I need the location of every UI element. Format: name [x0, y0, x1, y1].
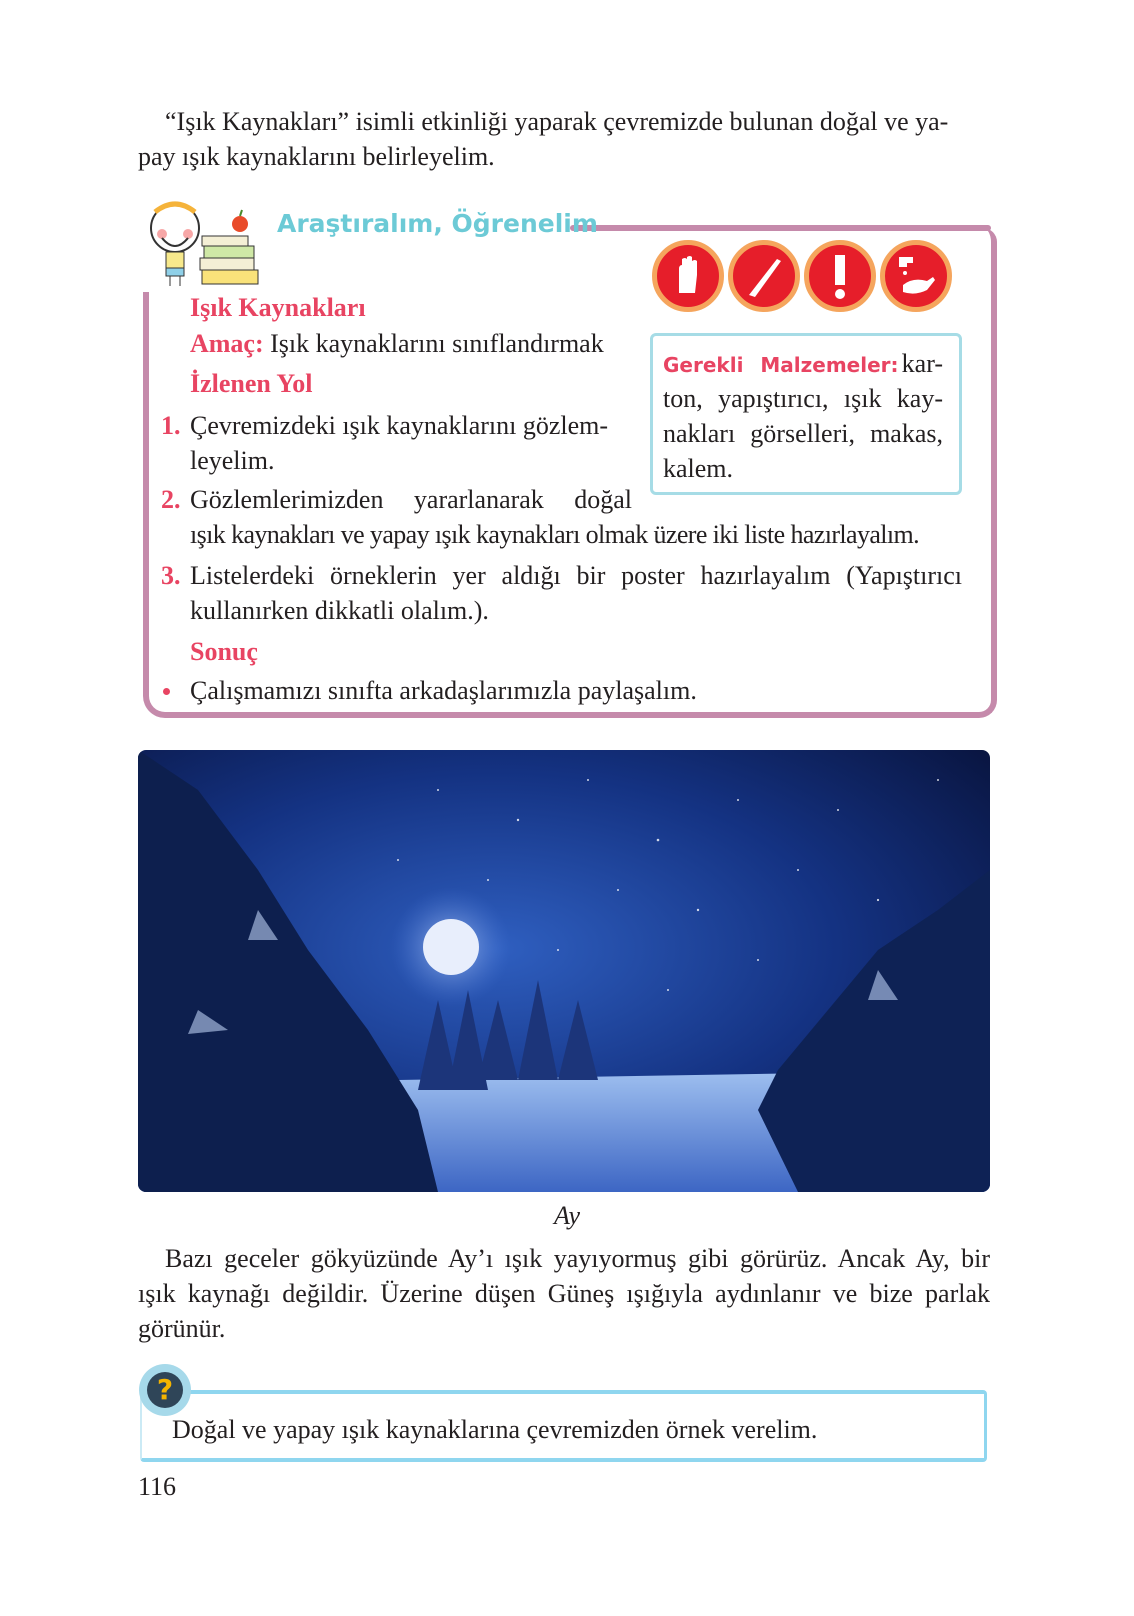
paragraph-line-3: görünür.: [138, 1314, 226, 1343]
paragraph-line-1: Bazı geceler gökyüzünde Ay’ı ışık yayıyormuş gibi görürüz. Ancak Ay, bir: [165, 1244, 990, 1273]
materials-label: Gerekli Malzemeler:: [663, 353, 899, 377]
intro-line-1: “Işık Kaynakları” isimli etkinliği yaparak çevremizde bulunan doğal ve ya-: [165, 107, 949, 136]
aim-text: Işık kaynaklarını sınıflandırmak: [270, 329, 604, 358]
step-2-line-1: Gözlemlerimizden yararlanarak doğal: [190, 485, 632, 514]
photo-caption: Ay: [554, 1201, 580, 1230]
question-text: Doğal ve yapay ışık kaynaklarına çevremizden örnek verelim.: [172, 1415, 818, 1444]
step-3-number: 3.: [161, 561, 181, 590]
page-number: 116: [138, 1472, 177, 1501]
materials-text-1: kar-: [901, 349, 943, 378]
aim: [190, 326, 604, 361]
gloves-icon: [652, 240, 724, 312]
mascot-with-books-icon: [140, 198, 265, 290]
night-moon-forest-photo: [138, 750, 990, 1192]
step-3-line-1: Listelerdeki örneklerin yer aldığı bir poster hazırlayalım (Yapıştırıcı: [190, 561, 962, 590]
step-2-line-2: ışık kaynakları ve yapay ışık kaynakları olmak üzere iki liste hazırlayalım.: [190, 520, 920, 549]
question-mark-icon: ?: [147, 1372, 183, 1408]
activity-box-top-border: [570, 225, 991, 231]
warning-exclamation-icon: [804, 240, 876, 312]
step-1-number: 1.: [161, 411, 181, 440]
intro-line-2: pay ışık kaynaklarını belirleyelim.: [138, 142, 495, 171]
step-2-number: 2.: [161, 485, 181, 514]
result-label: Sonuç: [190, 637, 258, 666]
hand-washing-icon: [880, 240, 952, 312]
step-1-line-2: leyelim.: [190, 446, 275, 475]
materials-line-2: ton, yapıştırıcı, ışık kay-: [663, 384, 943, 413]
activity-title: Işık Kaynakları: [190, 293, 366, 322]
knife-icon: [728, 240, 800, 312]
materials-line-1: [663, 346, 943, 383]
method-label: İzlenen Yol: [190, 369, 313, 398]
paragraph-line-2: ışık kaynağı değildir. Üzerine düşen Güneş ışığıyla aydınlanır ve bize parlak: [138, 1279, 990, 1308]
materials-line-4: kalem.: [663, 454, 734, 483]
materials-line-3: nakları görselleri, makas,: [663, 419, 943, 448]
bullet-icon: [163, 688, 170, 695]
aim-label: Amaç:: [190, 329, 264, 358]
activity-header: Araştıralım, Öğrenelim: [277, 209, 598, 238]
step-1-line-1: Çevremizdeki ışık kaynaklarını gözlem-: [190, 411, 609, 440]
result-bullet: Çalışmamızı sınıfta arkadaşlarımızla paylaşalım.: [190, 676, 697, 705]
step-3-line-2: kullanırken dikkatli olalım.).: [190, 596, 489, 625]
